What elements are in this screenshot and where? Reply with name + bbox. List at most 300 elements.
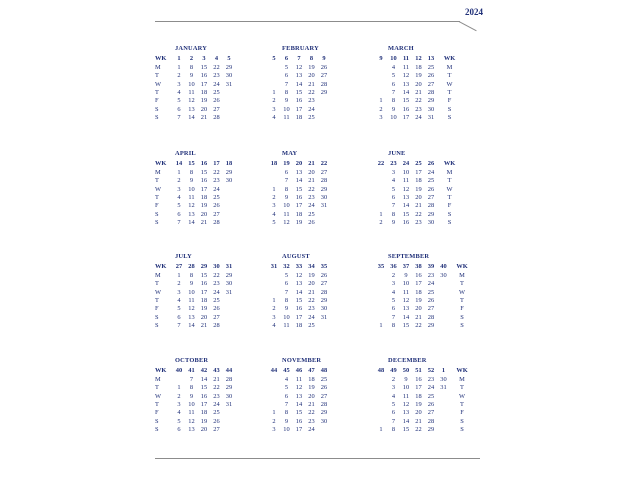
day-cell: 1 [272,409,276,417]
day-cell: 15 [200,169,208,176]
day-cell: 11 [402,392,410,400]
day-label: S [155,113,159,121]
day-cell: 25 [427,177,435,185]
day-cell: 9 [284,193,289,201]
day-cell: 11 [402,177,410,185]
week-number: 19 [283,160,290,167]
day-cell: 27 [213,210,220,218]
week-header-label: WK [456,367,468,374]
day-cell: 20 [415,80,422,88]
day-cell: 17 [200,80,208,88]
day-cell: 21 [308,400,315,408]
week-number: 11 [402,55,410,62]
day-cell: 21 [200,321,208,329]
day-cell: 27 [320,280,328,288]
day-cell: 19 [295,218,303,226]
week-number: 12 [415,55,422,62]
week-number: 8 [309,55,314,62]
day-cell: 30 [320,417,328,425]
day-cell: 13 [402,409,410,417]
day-cell: 17 [200,288,208,296]
day-cell: 22 [213,384,220,392]
week-header-label: WK [155,55,167,62]
day-cell: 14 [295,288,303,296]
day-cell: 21 [415,417,422,425]
day-cell: 13 [295,280,303,288]
day-cell: 14 [295,400,303,408]
day-cell: 29 [427,321,435,329]
top-rule [155,21,460,22]
day-cell: 11 [295,376,303,383]
day-cell: 5 [391,72,396,80]
year-title: 2024 [465,7,483,17]
day-cell: 10 [283,202,290,210]
day-cell: 28 [427,417,435,425]
day-cell: 25 [213,88,220,96]
day-cell: 10 [402,169,410,176]
day-cell: 7 [391,202,396,210]
day-cell: 28 [225,376,233,383]
week-number: 6 [284,55,289,62]
day-cell: 6 [391,193,396,201]
day-cell: 25 [427,392,435,400]
day-cell: 23 [415,218,422,226]
day-cell: 28 [213,218,220,226]
day-cell: 20 [200,313,208,321]
day-label: S [447,113,452,121]
day-cell: 21 [415,313,422,321]
day-label: F [155,409,159,417]
day-cell: 31 [225,80,233,88]
day-cell: 18 [295,113,303,121]
day-cell: 4 [177,409,181,417]
day-cell: 11 [283,210,290,218]
day-cell: 23 [213,72,220,80]
day-cell: 27 [320,392,328,400]
day-cell: 17 [295,313,303,321]
day-cell: 25 [213,296,220,304]
day-label: F [155,97,159,105]
day-cell: 23 [308,305,315,313]
day-cell: 22 [308,409,315,417]
day-cell: 11 [188,88,195,96]
day-cell: 30 [225,72,233,80]
day-label: S [155,417,159,425]
day-cell: 14 [188,218,195,226]
day-cell: 24 [308,105,315,113]
day-cell: 16 [295,417,303,425]
day-cell: 30 [427,218,435,226]
day-cell: 23 [213,392,220,400]
day-cell: 4 [177,193,181,201]
day-cell: 14 [402,417,410,425]
day-cell: 12 [188,202,195,210]
day-cell: 11 [188,409,195,417]
day-cell: 6 [284,169,289,176]
day-cell: 2 [379,105,383,113]
day-cell: 25 [308,113,315,121]
day-cell: 15 [402,321,410,329]
week-number: 9 [379,55,383,62]
day-cell: 6 [177,425,181,433]
day-cell: 28 [320,400,328,408]
day-cell: 6 [177,210,181,218]
day-label: T [460,400,464,408]
day-cell: 9 [284,305,289,313]
day-cell: 29 [225,272,233,279]
day-cell: 14 [188,321,195,329]
day-label: W [458,392,466,400]
day-cell: 28 [427,202,435,210]
day-cell: 25 [213,193,220,201]
day-cell: 18 [415,392,422,400]
day-cell: 18 [200,409,208,417]
day-cell: 29 [225,64,233,71]
day-cell: 17 [415,169,422,176]
day-cell: 10 [188,185,195,193]
day-cell: 6 [391,305,396,313]
day-cell: 9 [404,272,408,279]
day-cell: 15 [200,64,208,71]
day-cell: 29 [225,169,233,176]
day-cell: 24 [427,280,435,288]
month-name: NOVEMBER [282,357,322,364]
day-cell: 11 [283,321,290,329]
day-cell: 19 [200,417,208,425]
day-cell: 4 [284,376,289,383]
day-cell: 31 [320,202,328,210]
month-name: SEPTEMBER [388,253,430,260]
day-cell: 17 [415,384,422,392]
day-cell: 27 [427,80,435,88]
week-number: 25 [415,160,422,167]
week-number: 24 [402,160,410,167]
day-cell: 24 [213,80,220,88]
week-number: 43 [213,367,220,374]
day-label: W [155,392,162,400]
day-cell: 15 [295,185,303,193]
day-cell: 26 [427,185,435,193]
day-cell: 12 [188,97,195,105]
day-cell: 30 [427,105,435,113]
day-cell: 3 [272,425,276,433]
day-cell: 26 [213,202,220,210]
day-cell: 10 [402,384,410,392]
week-number: 5 [227,55,231,62]
day-cell: 25 [308,321,315,329]
day-cell: 13 [295,72,303,80]
day-cell: 23 [213,177,220,185]
day-cell: 31 [427,113,435,121]
day-cell: 18 [308,376,315,383]
day-cell: 12 [295,64,303,71]
day-cell: 24 [213,400,220,408]
day-cell: 19 [308,384,315,392]
day-cell: 14 [402,88,410,96]
day-cell: 10 [283,105,290,113]
day-cell: 26 [320,64,328,71]
day-label: W [155,288,162,296]
day-cell: 29 [427,97,435,105]
day-cell: 26 [213,417,220,425]
day-label: S [155,218,159,226]
week-number: 21 [308,160,315,167]
day-cell: 20 [308,392,315,400]
day-cell: 13 [402,193,410,201]
day-cell: 27 [427,409,435,417]
day-cell: 1 [272,296,276,304]
day-cell: 30 [440,376,447,383]
week-number: 36 [390,263,397,270]
day-cell: 16 [402,218,410,226]
week-number: 23 [390,160,397,167]
day-label: W [458,288,466,296]
day-cell: 8 [189,64,194,71]
day-label: M [155,169,161,176]
day-label: W [155,80,162,88]
day-cell: 7 [177,321,181,329]
day-cell: 21 [308,177,315,185]
day-cell: 10 [390,113,397,121]
month-name: DECEMBER [388,357,427,364]
day-cell: 15 [200,384,208,392]
day-label: M [155,376,161,383]
day-cell: 20 [308,72,315,80]
day-cell: 1 [177,64,181,71]
day-cell: 20 [415,305,422,313]
day-cell: 13 [295,392,303,400]
day-cell: 31 [320,313,328,321]
day-label: W [446,80,453,88]
day-cell: 30 [225,392,233,400]
day-cell: 21 [415,88,422,96]
day-cell: 2 [272,97,276,105]
day-cell: 31 [225,288,233,296]
day-cell: 16 [402,105,410,113]
day-cell: 22 [415,97,422,105]
week-number: 42 [200,367,208,374]
day-cell: 14 [295,177,303,185]
day-cell: 27 [320,72,328,80]
week-number: 48 [320,367,328,374]
day-cell: 8 [391,97,396,105]
day-cell: 8 [391,425,396,433]
day-cell: 28 [213,113,220,121]
day-cell: 23 [427,272,435,279]
day-cell: 13 [402,80,410,88]
day-cell: 5 [177,305,181,313]
day-cell: 16 [295,97,303,105]
day-cell: 12 [402,72,410,80]
day-cell: 22 [308,296,315,304]
day-cell: 25 [213,409,220,417]
day-cell: 28 [427,313,435,321]
day-cell: 8 [189,169,194,176]
day-cell: 15 [200,272,208,279]
day-cell: 27 [427,193,435,201]
day-cell: 30 [225,177,233,185]
day-cell: 5 [177,417,181,425]
day-cell: 31 [440,384,447,392]
day-cell: 2 [379,218,383,226]
top-rule-tick [459,21,477,31]
day-cell: 17 [200,185,208,193]
day-cell: 9 [189,280,194,288]
week-number: 47 [308,367,315,374]
day-cell: 2 [177,72,181,80]
day-cell: 14 [402,313,410,321]
day-cell: 8 [189,384,194,392]
day-label: F [155,202,159,210]
day-cell: 7 [284,288,289,296]
day-cell: 22 [308,185,315,193]
day-cell: 20 [415,409,422,417]
day-cell: 18 [415,177,422,185]
day-label: F [460,409,464,417]
day-cell: 2 [272,417,276,425]
day-cell: 9 [404,376,408,383]
day-cell: 18 [295,321,303,329]
day-cell: 5 [177,202,181,210]
day-cell: 3 [391,169,396,176]
day-cell: 8 [284,409,289,417]
day-label: T [460,280,464,288]
week-number: 16 [200,160,208,167]
day-cell: 8 [189,272,194,279]
day-cell: 29 [427,425,435,433]
day-label: T [155,400,159,408]
week-number: 10 [390,55,397,62]
day-cell: 14 [402,202,410,210]
day-cell: 16 [415,376,422,383]
day-cell: 1 [272,185,276,193]
week-number: 41 [188,367,195,374]
week-number: 39 [427,263,435,270]
week-number: 15 [188,160,195,167]
day-cell: 7 [391,88,396,96]
week-number: 31 [225,263,233,270]
day-cell: 13 [188,210,195,218]
day-cell: 26 [427,72,435,80]
day-cell: 18 [200,88,208,96]
day-cell: 9 [284,417,289,425]
day-cell: 18 [415,288,422,296]
day-cell: 18 [295,210,303,218]
day-label: T [447,193,452,201]
day-cell: 26 [308,218,315,226]
day-cell: 24 [427,169,435,176]
week-number: 29 [200,263,208,270]
day-cell: 31 [225,400,233,408]
day-cell: 2 [391,272,396,279]
day-cell: 15 [295,409,303,417]
week-number: 51 [415,367,422,374]
day-cell: 19 [200,305,208,313]
day-cell: 24 [427,384,435,392]
day-label: S [447,210,452,218]
day-cell: 29 [320,185,328,193]
week-number: 26 [427,160,435,167]
day-cell: 11 [188,296,195,304]
day-cell: 16 [200,72,208,80]
week-number: 45 [283,367,290,374]
week-number: 18 [225,160,233,167]
month-name: APRIL [175,150,196,157]
day-cell: 16 [295,305,303,313]
day-cell: 5 [391,400,396,408]
day-cell: 9 [391,105,396,113]
day-cell: 30 [320,305,328,313]
day-cell: 8 [284,185,289,193]
day-label: S [460,321,464,329]
day-label: W [446,185,453,193]
day-cell: 3 [272,313,276,321]
week-header-label: WK [443,55,456,62]
week-number: 30 [213,263,220,270]
day-cell: 3 [391,280,396,288]
week-number: 22 [377,160,385,167]
day-cell: 2 [272,193,276,201]
day-cell: 15 [402,97,410,105]
day-cell: 9 [189,392,194,400]
week-number: 48 [377,367,385,374]
week-number: 46 [295,367,303,374]
day-label: F [155,305,159,313]
day-cell: 13 [402,305,410,313]
day-cell: 26 [213,97,220,105]
day-label: F [447,202,452,210]
day-cell: 13 [188,313,195,321]
day-cell: 30 [225,280,233,288]
week-number: 33 [295,263,303,270]
day-cell: 1 [379,425,383,433]
month-name: MAY [282,150,298,157]
week-number: 40 [175,367,183,374]
day-cell: 6 [284,280,289,288]
day-cell: 19 [200,202,208,210]
day-cell: 17 [295,202,303,210]
day-cell: 24 [308,202,315,210]
day-cell: 7 [391,313,396,321]
day-cell: 7 [284,177,289,185]
day-cell: 11 [283,113,290,121]
day-label: S [460,425,464,433]
week-number: 20 [295,160,303,167]
day-label: T [460,296,464,304]
day-cell: 1 [272,88,276,96]
week-number: 2 [189,55,194,62]
day-label: T [155,88,159,96]
day-cell: 28 [320,288,328,296]
day-cell: 22 [415,425,422,433]
day-cell: 30 [440,272,447,279]
day-cell: 13 [188,105,195,113]
day-cell: 1 [177,384,181,392]
day-cell: 4 [272,321,276,329]
day-cell: 17 [295,105,303,113]
week-number: 34 [308,263,315,270]
day-cell: 2 [177,280,181,288]
day-cell: 12 [188,417,195,425]
day-cell: 15 [295,88,303,96]
day-cell: 29 [225,384,233,392]
day-label: S [155,105,159,113]
day-cell: 3 [379,113,383,121]
day-cell: 7 [177,218,181,226]
day-cell: 27 [213,105,220,113]
week-number: 38 [415,263,422,270]
week-number: 4 [214,55,219,62]
